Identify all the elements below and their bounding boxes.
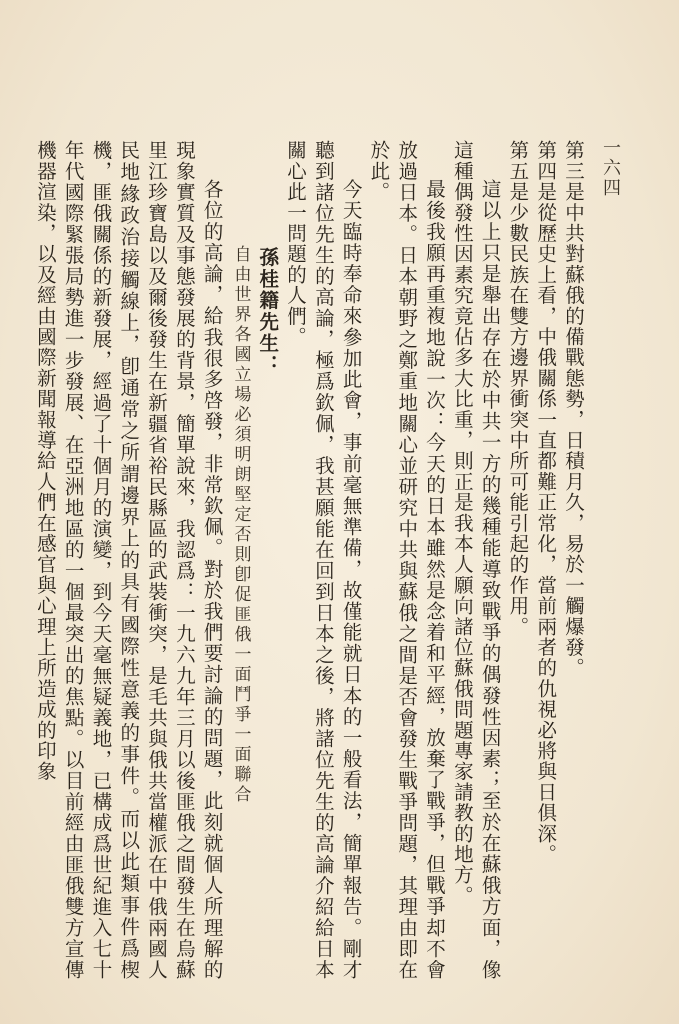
paragraph-2: 第四是從歷史上看，中俄關係一直都難正常化，當前兩者的仇視必將與日俱深。 [534,140,558,865]
page-number: 一六四 [600,138,621,198]
body-text [31,140,587,980]
paragraph-6: 今天臨時奉命來參加此會，事前毫無準備，故僅能就日本的一般看法，簡單報告。剛才聽到諸位先生的高論，極爲欽佩，我甚願能在回到日本之後，將諸位先生的高論介紹給日本關心此一問題的人們。 [284,140,363,980]
paragraph-4: 這以上只是舉出存在於中共一方的幾種能導致戰爭的偶發性因素；至於在蘇俄方面，像這種偶發性因素究竟佔多大比重，則正是我本人願向諸位蘇俄問題專家請教的地方。 [450,140,502,980]
paragraph-1: 第三是中共對蘇俄的備戰態勢，日積月久，易於一觸爆發。 [562,140,585,679]
speaker-heading: 孫桂籍先生： [256,247,280,377]
paragraph-5: 最後我願再重複地說一次：今天的日本雖然是念着和平經，放棄了戰爭，但戰爭却不會放過日本。日本朝野之鄭重地關心並研究中共與蘇俄之間是否會發生戰爭問題，其理由即在於此。 [367,140,447,980]
paragraph-7: 各位的高論，給我很多啓發，非常欽佩。對於我們要討論的問題，此刻就個人所理解的現象實質及事態發展的背景，簡單說來，我認爲：一九六九年三月以後匪俄之間發生在烏蘇里江珍寶島以及爾後發生在新疆省裕民縣區的武裝衝突，是毛共與俄共當權派在中俄兩國人民地緣政治接觸線上，卽通常之所謂邊界上的具有國際性意義的事件。而以此類事件爲楔機，匪俄關係的新發展，經過了十個月的演變，到今天毫無疑義地，已構成爲世紀進入七十年代國際緊張局勢進一步發展、在亞洲地區的一個最突出的焦點。以目前經由匪俄雙方宣傳機器渲染，以及經由國際新聞報導給人們在感官與心理上所造成的印象 [33,140,224,980]
paragraph-3: 第五是少數民族在雙方邊界衝突中所可能引起的作用。 [506,140,530,637]
section-subtitle: 自由世界各國立場必須明朗堅定否則卽促匪俄一面鬥爭一面聯合 [230,245,251,806]
